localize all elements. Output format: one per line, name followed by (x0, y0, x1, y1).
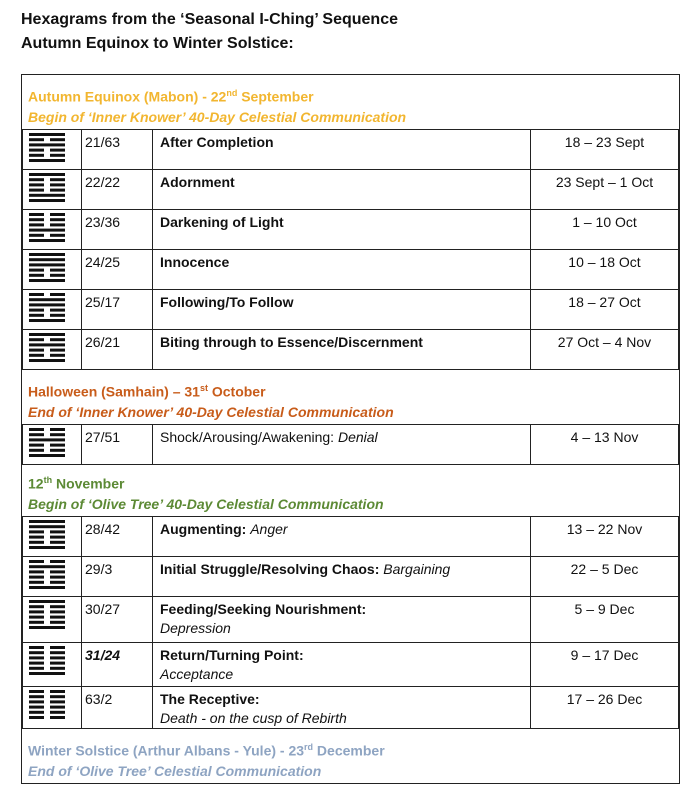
yin-line-segment (50, 530, 65, 533)
yin-line-segment (29, 662, 44, 665)
yang-line (29, 303, 65, 306)
hexagram-cell (23, 425, 82, 465)
yin-line-segment (50, 541, 65, 544)
hexagram-name-cell (153, 643, 531, 687)
section-olive-subtitle: Begin of ‘Olive Tree’ 40-Day Celestial Communication (28, 495, 384, 512)
document-title (21, 8, 398, 56)
hexagram-name-cell (153, 130, 531, 170)
hexagram-icon (29, 252, 65, 284)
table-row (23, 330, 679, 370)
hexagram-icon (29, 559, 65, 591)
date-range: 27 Oct – 4 Nov (531, 330, 679, 370)
date-range: 4 – 13 Nov (531, 425, 679, 465)
hexagram-number: 31/24 (82, 643, 153, 687)
yin-line-segment (29, 293, 44, 296)
yang-line (29, 454, 65, 457)
hexagram-icon (29, 427, 65, 459)
yin-line-segment (29, 576, 44, 579)
hexagram-stage: Death - on the cusp of Rebirth (160, 710, 347, 726)
yin-line-segment (50, 444, 65, 447)
section-winter-title: Winter Solstice (Arthur Albans - Yule) - 23rd December (28, 742, 385, 759)
yin-line-segment (50, 662, 65, 665)
section-halloween-title: Halloween (Samhain) – 31st October (28, 383, 266, 400)
yin-line-segment (50, 576, 65, 579)
hexagram-stage: Depression (160, 620, 231, 636)
yin-line-segment (29, 616, 44, 619)
hexagram-number: 22/22 (82, 170, 153, 210)
hexagram-stage: Denial (337, 429, 378, 445)
date-range: 10 – 18 Oct (531, 250, 679, 290)
hexagram-cell (23, 250, 82, 290)
hexagram-name-cell (153, 330, 531, 370)
section-winter-subtitle: End of ‘Olive Tree’ Celestial Communication (28, 762, 322, 779)
yin-line-segment (50, 433, 65, 436)
yin-line-segment (50, 218, 65, 221)
hexagram-cell (23, 687, 82, 729)
section-autumn-title: Autumn Equinox (Mabon) - 22nd September (28, 88, 314, 105)
hexagram-group-3 (22, 516, 679, 729)
hexagram-name: Initial Struggle/Resolving Chaos: (160, 561, 384, 577)
yin-line-segment (50, 700, 65, 703)
yin-line-segment (29, 428, 44, 431)
hexagram-name-cell (153, 250, 531, 290)
yin-line-segment (29, 354, 44, 357)
yang-line (29, 143, 65, 146)
yang-line (29, 253, 65, 256)
yang-line (29, 600, 65, 603)
yin-line-segment (50, 338, 65, 341)
hexagram-cell (23, 597, 82, 643)
yin-line-segment (29, 560, 44, 563)
table-row (23, 130, 679, 170)
hexagram-icon (29, 599, 65, 631)
yin-line-segment (50, 711, 65, 714)
yang-line (29, 258, 65, 261)
yang-line (29, 319, 65, 322)
yin-line-segment (50, 349, 65, 352)
yin-line-segment (50, 581, 65, 584)
hexagram-name-cell (153, 557, 531, 597)
hexagram-name: Adornment (160, 174, 235, 190)
yin-line-segment (50, 646, 65, 649)
hexagram-number: 29/3 (82, 557, 153, 597)
yin-line-segment (50, 610, 65, 613)
yin-line-segment (29, 621, 44, 624)
yang-line (29, 525, 65, 528)
hexagram-icon (29, 519, 65, 551)
yin-line-segment (29, 646, 44, 649)
hexagram-cell (23, 290, 82, 330)
table-row (23, 250, 679, 290)
section-autumn-subtitle: Begin of ‘Inner Knower’ 40-Day Celestial Communication (28, 108, 407, 125)
yin-line-segment (50, 656, 65, 659)
yang-line (29, 194, 65, 197)
table-row (23, 425, 679, 465)
hexagram-group-1 (22, 129, 679, 370)
section-olive-tree-begin (22, 462, 679, 512)
yang-line (29, 133, 65, 136)
yin-line-segment (29, 189, 44, 192)
hexagram-name: The Receptive: (160, 691, 260, 707)
yin-line-segment (29, 690, 44, 693)
yang-line (29, 626, 65, 629)
section-autumn-equinox (22, 75, 679, 125)
date-range: 18 – 27 Oct (531, 290, 679, 330)
hexagram-cell (23, 330, 82, 370)
yin-line-segment (50, 667, 65, 670)
yin-line-segment (50, 213, 65, 216)
hexagram-name: Return/Turning Point: (160, 647, 304, 663)
yin-line-segment (29, 651, 44, 654)
table-row (23, 597, 679, 643)
yin-line-segment (29, 716, 44, 719)
yin-line-segment (50, 570, 65, 573)
table-row (23, 517, 679, 557)
yin-line-segment (29, 444, 44, 447)
section-winter-solstice (22, 729, 679, 783)
yin-line-segment (29, 700, 44, 703)
yang-line (29, 229, 65, 232)
hexagram-name: Innocence (160, 254, 230, 270)
yin-line-segment (29, 218, 44, 221)
yin-line-segment (29, 706, 44, 709)
yin-line-segment (29, 314, 44, 317)
yin-line-segment (29, 667, 44, 670)
yin-line-segment (50, 234, 65, 237)
yin-line-segment (50, 149, 65, 152)
yin-line-segment (29, 711, 44, 714)
yin-line-segment (29, 234, 44, 237)
yang-line (29, 239, 65, 242)
hexagram-name-cell (153, 425, 531, 465)
yin-line-segment (50, 154, 65, 157)
hexagram-cell (23, 517, 82, 557)
yin-line-segment (50, 605, 65, 608)
table-row (23, 290, 679, 330)
date-range: 5 – 9 Dec (531, 597, 679, 643)
hexagram-name-cell (153, 687, 531, 729)
yin-line-segment (29, 536, 44, 539)
yang-line (29, 298, 65, 301)
yin-line-segment (50, 560, 65, 563)
yin-line-segment (29, 541, 44, 544)
section-olive-title: 12th November (28, 475, 125, 492)
hexagram-name: Feeding/Seeking Nourishment: (160, 601, 367, 617)
date-range: 17 – 26 Dec (531, 687, 679, 729)
yin-line-segment (50, 293, 65, 296)
hexagram-name: After Completion (160, 134, 274, 150)
yin-line-segment (50, 354, 65, 357)
hexagram-icon (29, 332, 65, 364)
hexagram-name-cell (153, 210, 531, 250)
hexagram-icon (29, 689, 65, 721)
yang-line (29, 520, 65, 523)
yin-line-segment (50, 274, 65, 277)
yin-line-segment (29, 274, 44, 277)
hexagram-stage: Acceptance (160, 666, 234, 682)
yin-line-segment (50, 314, 65, 317)
table-row (23, 643, 679, 687)
date-range: 9 – 17 Dec (531, 643, 679, 687)
hexagram-cell (23, 643, 82, 687)
yin-line-segment (50, 309, 65, 312)
yin-line-segment (29, 183, 44, 186)
yin-line-segment (50, 428, 65, 431)
hexagram-icon (29, 292, 65, 324)
date-range: 18 – 23 Sept (531, 130, 679, 170)
hexagram-name-cell (153, 170, 531, 210)
yin-line-segment (50, 189, 65, 192)
hexagram-number: 28/42 (82, 517, 153, 557)
yin-line-segment (29, 349, 44, 352)
sequence-table (21, 74, 680, 784)
date-range: 13 – 22 Nov (531, 517, 679, 557)
yin-line-segment (29, 449, 44, 452)
date-range: 22 – 5 Dec (531, 557, 679, 597)
yin-line-segment (29, 656, 44, 659)
yin-line-segment (50, 449, 65, 452)
date-range: 1 – 10 Oct (531, 210, 679, 250)
yin-line-segment (50, 706, 65, 709)
hexagram-name: Augmenting: (160, 521, 251, 537)
table-row (23, 687, 679, 729)
hexagram-group-2 (22, 424, 679, 465)
yin-line-segment (29, 269, 44, 272)
yin-line-segment (29, 138, 44, 141)
yin-line-segment (50, 138, 65, 141)
yin-line-segment (29, 610, 44, 613)
yin-line-segment (29, 581, 44, 584)
hexagram-number: 25/17 (82, 290, 153, 330)
hexagram-cell (23, 557, 82, 597)
hexagram-number: 24/25 (82, 250, 153, 290)
yang-line (29, 343, 65, 346)
hexagram-name-cell (153, 597, 531, 643)
hexagram-number: 30/27 (82, 597, 153, 643)
hexagram-name: Biting through to Essence/Discernment (160, 334, 423, 350)
yin-line-segment (29, 695, 44, 698)
yin-line-segment (29, 570, 44, 573)
hexagram-name: Darkening of Light (160, 214, 284, 230)
yin-line-segment (50, 178, 65, 181)
hexagram-cell (23, 130, 82, 170)
yin-line-segment (29, 605, 44, 608)
yin-line-segment (50, 269, 65, 272)
yin-line-segment (29, 223, 44, 226)
hexagram-number: 63/2 (82, 687, 153, 729)
yin-line-segment (29, 149, 44, 152)
yang-line (29, 586, 65, 589)
hexagram-number: 23/36 (82, 210, 153, 250)
yang-line (29, 359, 65, 362)
hexagram-number: 21/63 (82, 130, 153, 170)
section-halloween (22, 370, 679, 420)
yang-line (29, 438, 65, 441)
yang-line (29, 263, 65, 266)
date-range: 23 Sept – 1 Oct (531, 170, 679, 210)
yang-line (29, 672, 65, 675)
yin-line-segment (50, 716, 65, 719)
yin-line-segment (50, 651, 65, 654)
yin-line-segment (50, 621, 65, 624)
yin-line-segment (29, 338, 44, 341)
hexagram-cell (23, 170, 82, 210)
hexagram-number: 27/51 (82, 425, 153, 465)
section-halloween-subtitle: End of ‘Inner Knower’ 40-Day Celestial Communication (28, 403, 394, 420)
yin-line-segment (29, 154, 44, 157)
yang-line (29, 333, 65, 336)
hexagram-name-cell (153, 517, 531, 557)
table-row (23, 557, 679, 597)
hexagram-name: Following/To Follow (160, 294, 294, 310)
yang-line (29, 159, 65, 162)
hexagram-number: 26/21 (82, 330, 153, 370)
yin-line-segment (50, 183, 65, 186)
yin-line-segment (50, 690, 65, 693)
hexagram-cell (23, 210, 82, 250)
hexagram-stage: Anger (250, 521, 288, 537)
title-line-1: Hexagrams from the ‘Seasonal I-Ching’ Sequence (21, 11, 398, 28)
hexagram-name: Shock/Arousing/Awakening: (160, 429, 338, 445)
hexagram-icon (29, 132, 65, 164)
yin-line-segment (29, 433, 44, 436)
yin-line-segment (29, 530, 44, 533)
hexagram-name-cell (153, 290, 531, 330)
yang-line (29, 565, 65, 568)
yin-line-segment (50, 695, 65, 698)
yang-line (29, 199, 65, 202)
yin-line-segment (50, 536, 65, 539)
hexagram-icon (29, 172, 65, 204)
yang-line (29, 546, 65, 549)
yang-line (29, 173, 65, 176)
hexagram-stage: Bargaining (383, 561, 451, 577)
yin-line-segment (50, 616, 65, 619)
hexagram-icon (29, 645, 65, 677)
hexagram-icon (29, 212, 65, 244)
table-row (23, 170, 679, 210)
title-line-2: Autumn Equinox to Winter Solstice: (21, 35, 294, 52)
yin-line-segment (29, 213, 44, 216)
yin-line-segment (29, 309, 44, 312)
yang-line (29, 279, 65, 282)
yin-line-segment (50, 223, 65, 226)
table-row (23, 210, 679, 250)
yin-line-segment (29, 178, 44, 181)
